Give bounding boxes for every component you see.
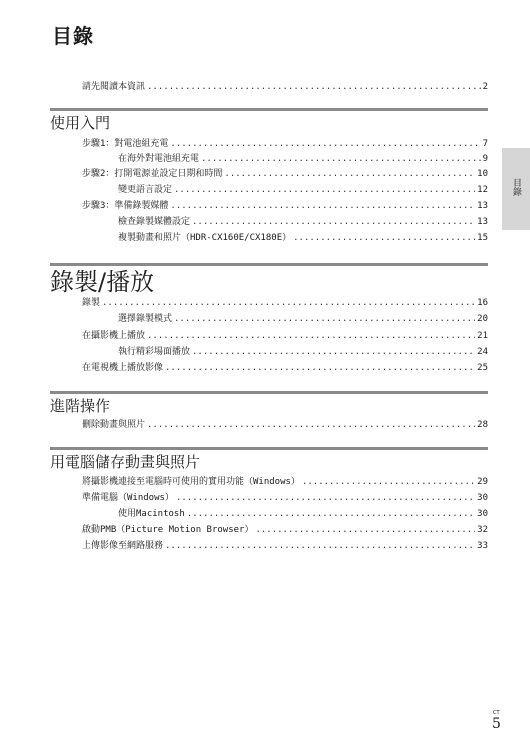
section-rule [50, 447, 488, 450]
toc-dot-leader [224, 168, 475, 180]
footer-page-number: 5 [492, 716, 501, 732]
toc-entry-text: 啟動PMB（Picture Motion Browser） [82, 525, 254, 535]
section-title-getting-started: 使用入門 [50, 114, 111, 132]
toc-entry-text: 準備電腦（Windows） [82, 493, 174, 503]
toc-dot-leader [147, 330, 475, 342]
toc-dot-leader [170, 138, 480, 150]
toc-entry-text: 檢查錄製媒體設定 [118, 217, 191, 227]
side-tab-label: 目錄 [511, 178, 521, 196]
toc-page-number: 10 [477, 169, 488, 179]
toc-dot-leader [174, 184, 475, 196]
toc-entry-text: 執行精彩場面播放 [118, 347, 191, 357]
toc-entry[interactable] [82, 297, 488, 309]
toc-dot-leader [147, 419, 475, 431]
toc-subentry[interactable] [118, 184, 488, 196]
toc-entry-intro[interactable] [82, 81, 488, 93]
toc-subentry[interactable] [118, 216, 488, 228]
toc-entry[interactable] [82, 476, 488, 488]
toc-subentry[interactable] [118, 346, 488, 358]
toc-page-number: 12 [477, 185, 488, 195]
toc-page-number: 13 [477, 201, 488, 211]
toc-page-number: 15 [477, 233, 488, 243]
toc-entry[interactable] [82, 168, 488, 180]
toc-dot-leader [302, 476, 475, 488]
toc-subentry[interactable] [118, 313, 488, 325]
toc-dot-leader [192, 216, 475, 228]
toc-subentry[interactable] [118, 232, 488, 244]
toc-page-number: 25 [477, 363, 488, 373]
toc-entry-text: 複製動畫和照片（HDR-CX160E/CX180E） [118, 233, 292, 243]
toc-entry-text: 將攝影機連接至電腦時可使用的實用功能（Windows） [82, 477, 300, 487]
toc-subentry[interactable] [118, 153, 488, 165]
toc-page-number: 30 [477, 493, 488, 503]
toc-entry-text: 在電視機上播放影像 [82, 363, 164, 373]
toc-page-number: 20 [477, 314, 488, 324]
side-tab[interactable] [502, 148, 530, 230]
section-rule [50, 391, 488, 394]
toc-entry-text: 變更語言設定 [118, 185, 173, 195]
toc-entry-text: 上傳影像至網路服務 [82, 541, 164, 551]
toc-dot-leader [192, 346, 475, 358]
toc-dot-leader [293, 232, 475, 244]
toc-page-number: 24 [477, 347, 488, 357]
section-title-advanced: 進階操作 [50, 397, 111, 415]
toc-page-number: 21 [477, 331, 488, 341]
toc-entry[interactable] [82, 330, 488, 342]
toc-page-number: 28 [477, 420, 488, 430]
toc-page-number: 33 [477, 541, 488, 551]
toc-page-number: 32 [477, 525, 488, 535]
toc-dot-leader [174, 313, 475, 325]
toc-entry[interactable] [82, 540, 488, 552]
toc-entry-text: 請先閱讀本資訊 [82, 82, 146, 92]
toc-entry-text: 在攝影機上播放 [82, 331, 146, 341]
toc-entry-text: 錄製 [82, 298, 101, 308]
section-rule [50, 108, 488, 111]
toc-entry-text: 選擇錄製模式 [118, 314, 173, 324]
toc-page-number: 29 [477, 477, 488, 487]
toc-dot-leader [170, 200, 475, 212]
page-title: 目錄 [52, 24, 94, 48]
toc-entry[interactable] [82, 492, 488, 504]
toc-page-number: 30 [477, 509, 488, 519]
toc-page-number: 13 [477, 217, 488, 227]
toc-entry[interactable] [82, 419, 488, 431]
footer-language-code: CT [493, 710, 500, 716]
toc-entry-text: 在海外對電池組充電 [118, 154, 200, 164]
section-title-computer: 用電腦儲存動畫與照片 [50, 453, 201, 471]
toc-dot-leader [102, 297, 475, 309]
toc-dot-leader [147, 81, 481, 93]
toc-page-number: 9 [482, 154, 488, 164]
toc-entry[interactable] [82, 524, 488, 536]
toc-dot-leader [201, 153, 481, 165]
toc-entry-text: 刪除動畫與照片 [82, 420, 146, 430]
toc-page-number: 16 [477, 298, 488, 308]
toc-entry-text: 步驟2：打開電源並設定日期和時間 [82, 169, 223, 179]
toc-subentry[interactable] [118, 508, 488, 520]
toc-entry[interactable] [82, 200, 488, 212]
toc-dot-leader [255, 524, 475, 536]
section-title-recording-playback: 錄製/播放 [50, 268, 155, 296]
toc-dot-leader [165, 362, 475, 374]
toc-entry[interactable] [82, 138, 488, 150]
toc-dot-leader [165, 540, 475, 552]
toc-page-number: 7 [482, 139, 488, 149]
toc-dot-leader [187, 508, 475, 520]
toc-page-number: 2 [482, 82, 488, 92]
toc-entry-text: 步驟3：準備錄製媒體 [82, 201, 169, 211]
toc-entry-text: 使用Macintosh [118, 509, 185, 519]
toc-entry[interactable] [82, 362, 488, 374]
toc-dot-leader [176, 492, 475, 504]
toc-entry-text: 步驟1：對電池組充電 [82, 139, 169, 149]
